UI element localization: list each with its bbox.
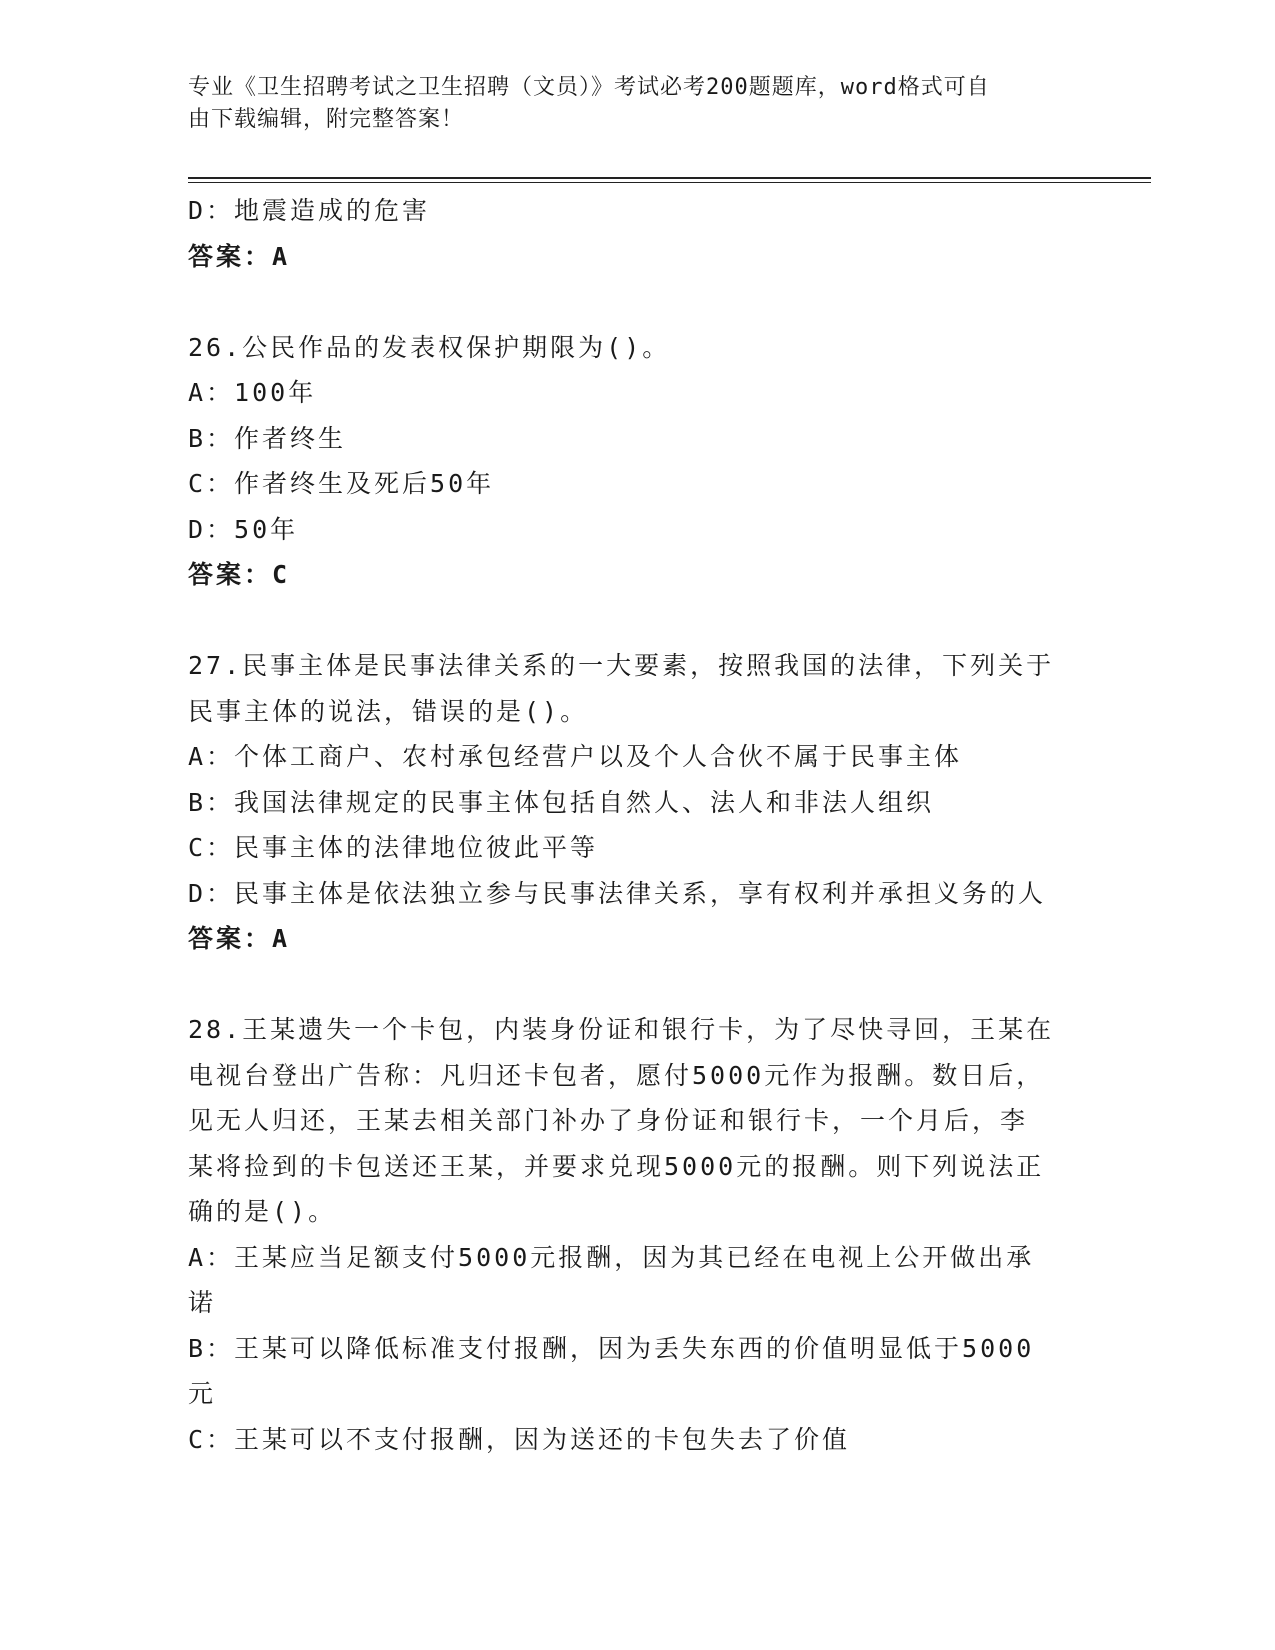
option-b-line-1: B：王某可以降低标准支付报酬，因为丢失东西的价值明显低于5000 xyxy=(188,1333,1035,1363)
question-stem-line-1: 27.民事主体是民事法律关系的一大要素，按照我国的法律，下列关于 xyxy=(188,651,1055,680)
question-28 xyxy=(188,1007,1088,1462)
question-26 xyxy=(188,325,1088,598)
question-25-partial xyxy=(188,188,1088,279)
option-d: D：地震造成的危害 xyxy=(188,196,431,225)
option-a-line-1: A：王某应当足额支付5000元报酬，因为其已经在电视上公开做出承 xyxy=(188,1242,1035,1272)
option-d: D：民事主体是依法独立参与民事法律关系，享有权利并承担义务的人 xyxy=(188,878,1047,908)
option-c: C：王某可以不支付报酬，因为送还的卡包失去了价值 xyxy=(188,1424,851,1454)
option-b-line-2: 元 xyxy=(188,1379,217,1408)
option-a: A：100年 xyxy=(188,378,317,407)
question-stem-line-2: 民事主体的说法，错误的是()。 xyxy=(188,696,589,726)
question-stem-line-1: 28.王某遗失一个卡包，内装身份证和银行卡，为了尽快寻回，王某在 xyxy=(188,1015,1055,1044)
header-divider-thin xyxy=(188,182,1151,183)
header-line-2: 由下载编辑，附完整答案！ xyxy=(188,107,465,132)
question-list xyxy=(188,188,1088,1462)
spacer xyxy=(188,279,1088,325)
option-d: D：50年 xyxy=(188,514,299,544)
header-line-1: 专业《卫生招聘考试之卫生招聘（文员）》考试必考200题题库，word格式可自 xyxy=(188,75,990,100)
option-a: A：个体工商户、农村承包经营户以及个人合伙不属于民事主体 xyxy=(188,742,963,771)
answer: 答案：C xyxy=(188,560,291,589)
answer: 答案：A xyxy=(188,924,291,953)
question-stem-line-5: 确的是()。 xyxy=(188,1197,337,1226)
option-c: C：民事主体的法律地位彼此平等 xyxy=(188,833,599,862)
document-header xyxy=(188,72,1068,136)
option-b: B：作者终生 xyxy=(188,423,347,453)
spacer xyxy=(188,598,1088,644)
option-b: B：我国法律规定的民事主体包括自然人、法人和非法人组织 xyxy=(188,787,935,817)
header-divider-thick xyxy=(188,177,1151,179)
question-stem-line-4: 某将捡到的卡包送还王某，并要求兑现5000元的报酬。则下列说法正 xyxy=(188,1151,1045,1181)
question-stem: 26.公民作品的发表权保护期限为()。 xyxy=(188,332,671,362)
option-c: C：作者终生及死后50年 xyxy=(188,469,495,498)
answer: 答案：A xyxy=(188,241,291,271)
question-stem-line-3: 见无人归还，王某去相关部门补办了身份证和银行卡，一个月后，李 xyxy=(188,1106,1029,1135)
question-stem-line-2: 电视台登出广告称：凡归还卡包者，愿付5000元作为报酬。数日后， xyxy=(188,1060,1045,1090)
question-27 xyxy=(188,643,1088,962)
spacer xyxy=(188,962,1088,1008)
option-a-line-2: 诺 xyxy=(188,1288,217,1317)
